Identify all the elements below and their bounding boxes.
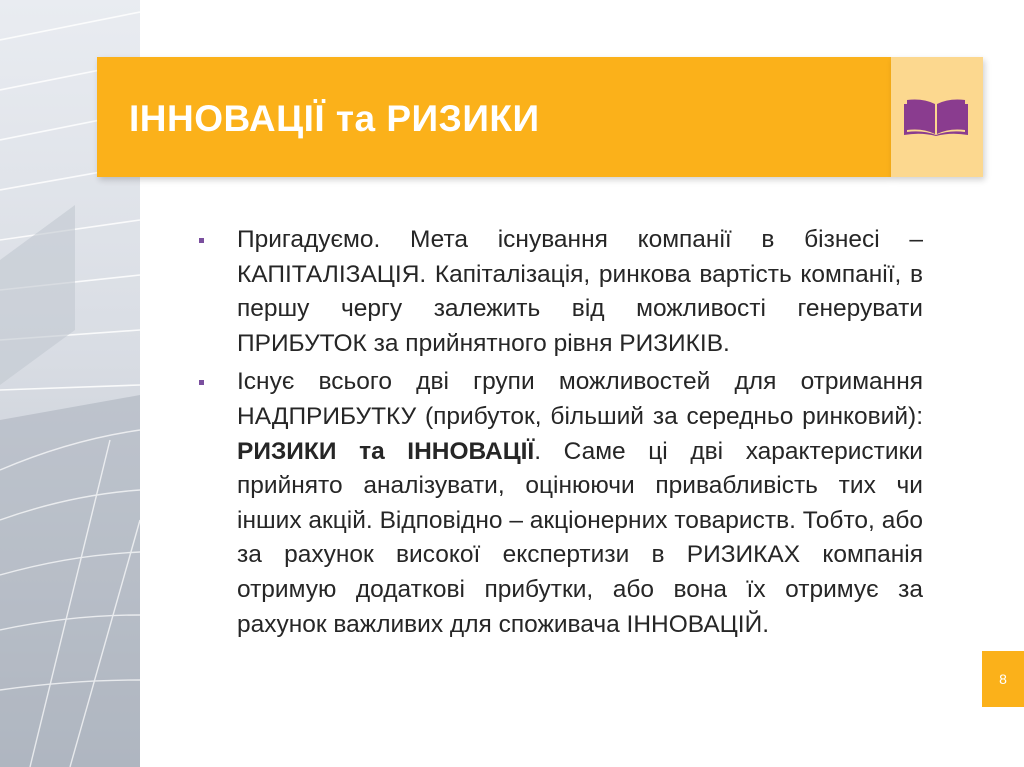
slide-body (197, 223, 923, 646)
title-icon-box (891, 57, 983, 177)
bullet-bold-text: РИЗИКИ та ІННОВАЦІЇ (237, 437, 535, 465)
bullet-marker (199, 380, 204, 385)
bullet-text-after: . Саме ці дві характеристики прийнято аналізувати, оцінюючи привабливість тих чи інших акцій. Відповідно – акціонерних товариств. Тобто, або за рахунок високої експертизи в РИЗИКАХ компанія отримую додаткові прибутки, або вона їх отримує за рахунок важливих для споживача ІННОВАЦІЙ. (237, 437, 923, 638)
bullet-marker (199, 238, 204, 243)
bullet-item-2 (197, 365, 923, 642)
page-number: 8 (982, 651, 1024, 707)
book-icon (903, 98, 969, 136)
bullet-text-before: Існує всього дві групи можливостей для отримання НАДПРИБУТКУ (прибуток, більший за середньо ринковий): (237, 368, 923, 430)
slide-title: ІННОВАЦІЇ та РИЗИКИ (129, 98, 540, 139)
title-bar (97, 57, 891, 177)
bullet-text: Пригадуємо. Мета існування компанії в бізнесі – КАПІТАЛІЗАЦІЯ. Капіталізація, ринкова вартість компанії, в першу чергу залежить від можливості генерувати ПРИБУТОК за прийнятного рівня РИЗИКІВ. (237, 226, 923, 357)
bullet-item-1 (197, 223, 923, 361)
